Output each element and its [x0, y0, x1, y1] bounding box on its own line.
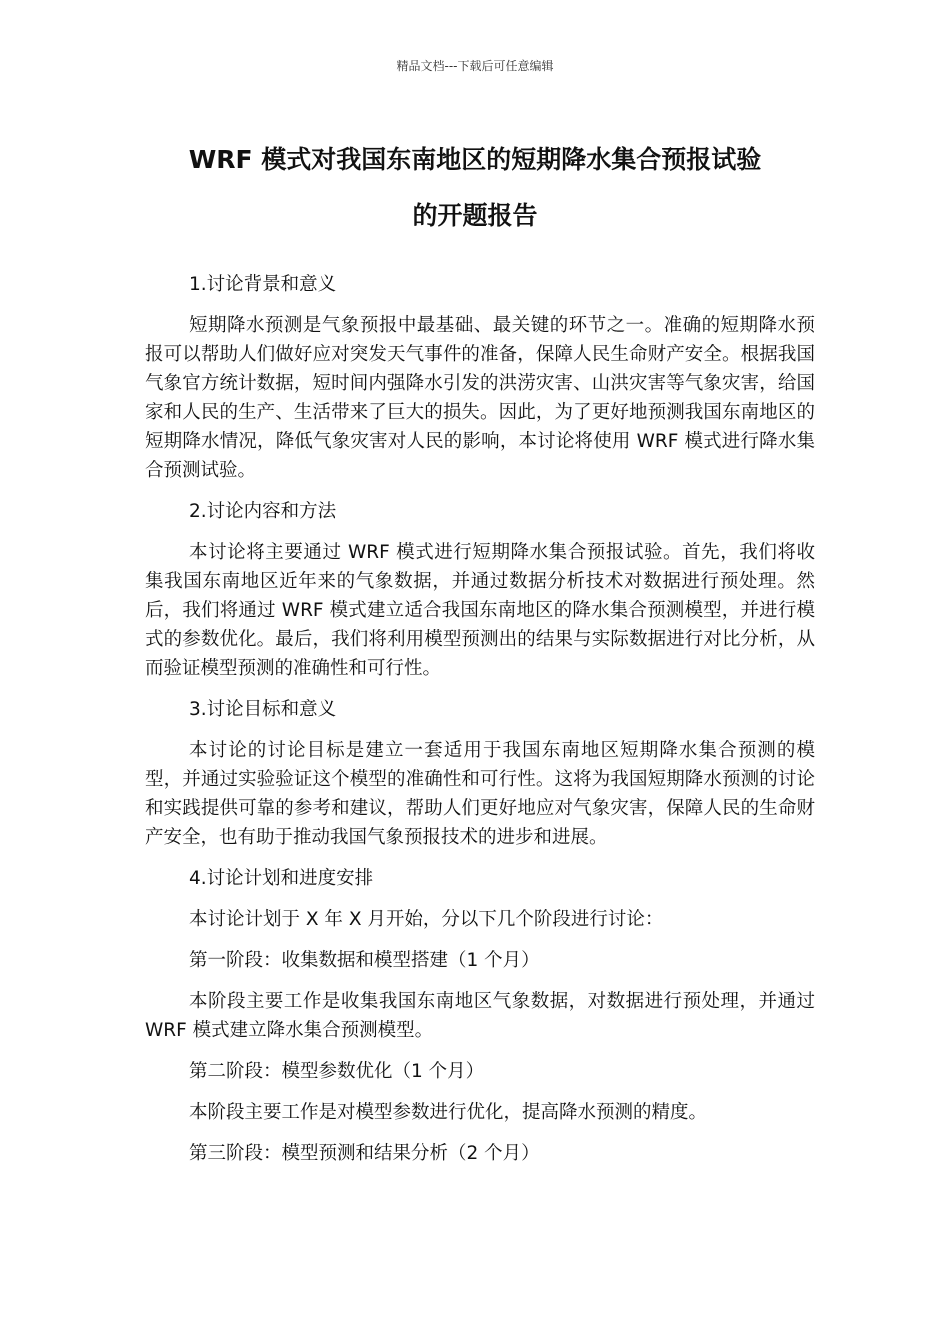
phase-2-description: 本阶段主要工作是对模型参数进行优化，提高降水预测的精度。	[189, 1102, 708, 1123]
phase-2-heading: 第二阶段：模型参数优化（1 个月）	[189, 1061, 485, 1082]
section-heading-background: 1.讨论背景和意义	[189, 274, 337, 295]
document-body	[145, 270, 815, 1180]
section-heading-content-method: 2.讨论内容和方法	[189, 501, 337, 522]
phase-3-heading: 第三阶段：模型预测和结果分析（2 个月）	[189, 1143, 540, 1164]
section-heading-goals: 3.讨论目标和意义	[189, 699, 337, 720]
phase-1-description: 本阶段主要工作是收集我国东南地区气象数据，对数据进行预处理，并通过 WRF 模式建立降水集合预测模型。	[145, 991, 815, 1041]
document-title-line-1: WRF 模式对我国东南地区的短期降水集合预报试验	[188, 145, 762, 174]
section-heading-plan: 4.讨论计划和进度安排	[189, 868, 374, 889]
paragraph-content-method: 本讨论将主要通过 WRF 模式进行短期降水集合预报试验。首先，我们将收集我国东南地区近年来的气象数据，并通过数据分析技术对数据进行预处理。然后，我们将通过 WRF 模式建立适合我国东南地区的降水集合预测模型，并进行模式的参数优化。最后，我们将利用模型预测出的结果与实际数据进行对比分析，从而验证模型预测的准确性和可行性。	[145, 542, 815, 679]
paragraph-plan-intro: 本讨论计划于 X 年 X 月开始，分以下几个阶段进行讨论：	[189, 909, 664, 930]
phase-1-heading: 第一阶段：收集数据和模型搭建（1 个月）	[189, 950, 540, 971]
header-note: 精品文档---下载后可任意编辑	[396, 59, 554, 73]
document-title-line-2: 的开题报告	[412, 201, 538, 230]
paragraph-goals: 本讨论的讨论目标是建立一套适用于我国东南地区短期降水集合预测的模型，并通过实验验证这个模型的准确性和可行性。这将为我国短期降水预测的讨论和实践提供可靠的参考和建议，帮助人们更好地应对气象灾害，保障人民的生命财产安全，也有助于推动我国气象预报技术的进步和进展。	[145, 740, 815, 848]
paragraph-background: 短期降水预测是气象预报中最基础、最关键的环节之一。准确的短期降水预报可以帮助人们做好应对突发天气事件的准备，保障人民生命财产安全。根据我国气象官方统计数据，短时间内强降水引发的洪涝灾害、山洪灾害等气象灾害，给国家和人民的生产、生活带来了巨大的损失。因此，为了更好地预测我国东南地区的短期降水情况，降低气象灾害对人民的影响，本讨论将使用 WRF 模式进行降水集合预测试验。	[145, 315, 815, 481]
